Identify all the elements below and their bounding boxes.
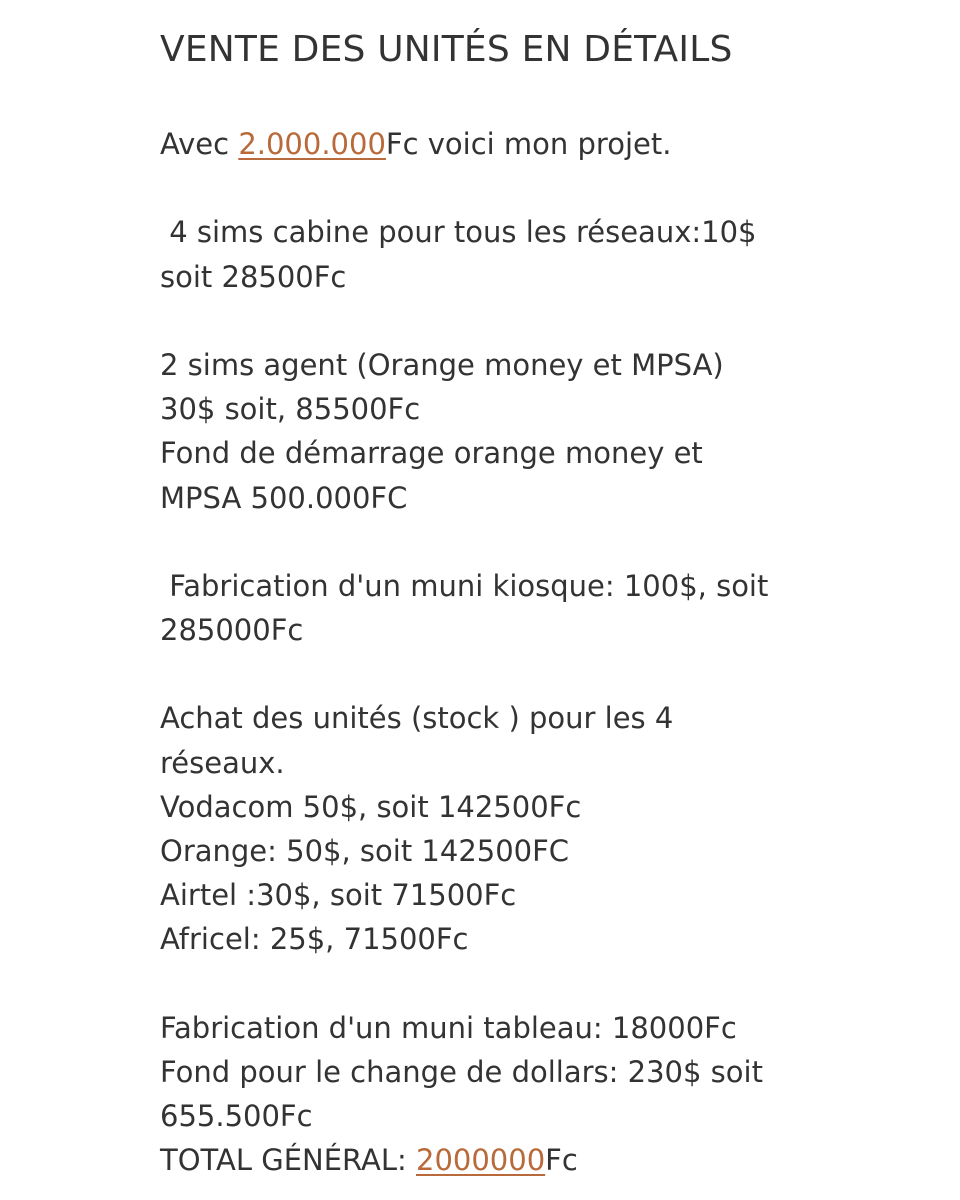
fond-demarrage-line-1: Fond de démarrage orange money et xyxy=(160,436,703,471)
sims-cabine-line-2: soit 28500Fc xyxy=(160,259,347,294)
intro-amount-link[interactable]: 2.000.000 xyxy=(238,127,386,161)
kiosque-line-1: Fabrication d'un muni kiosque: 100$, soit xyxy=(160,568,769,603)
intro-line xyxy=(160,122,840,166)
total-amount-link[interactable]: 2000000 xyxy=(416,1143,546,1178)
blank-line xyxy=(160,652,840,696)
airtel-line: Airtel :30$, soit 71500Fc xyxy=(160,878,517,913)
change-line-1: Fond pour le change de dollars: 230$ soit xyxy=(160,1054,763,1089)
sims-agent-line-1: 2 sims agent (Orange money et MPSA) xyxy=(160,347,724,382)
total-suffix: Fc xyxy=(545,1143,578,1178)
blank-line xyxy=(160,962,840,1006)
intro-suffix: Fc voici mon projet. xyxy=(385,127,672,161)
change-line-2: 655.500Fc xyxy=(160,1099,313,1134)
page-title: VENTE DES UNITÉS EN DÉTAILS xyxy=(160,29,733,70)
sims-agent-line-2: 30$ soit, 85500Fc xyxy=(160,392,421,427)
sims-cabine-line-1: 4 sims cabine pour tous les réseaux:10$ xyxy=(160,215,757,250)
blank-line xyxy=(160,520,840,564)
kiosque-line-2: 285000Fc xyxy=(160,613,304,648)
achat-line-2: réseaux. xyxy=(160,745,285,780)
blank-line xyxy=(160,299,840,343)
africel-line: Africel: 25$, 71500Fc xyxy=(160,922,469,957)
tableau-line: Fabrication d'un muni tableau: 18000Fc xyxy=(160,1010,737,1045)
intro-prefix: Avec xyxy=(160,127,239,161)
article-body xyxy=(160,122,840,1183)
total-line xyxy=(160,1138,840,1182)
total-prefix: TOTAL GÉNÉRAL: xyxy=(160,1143,416,1178)
vodacom-line: Vodacom 50$, soit 142500Fc xyxy=(160,789,582,824)
fond-demarrage-line-2: MPSA 500.000FC xyxy=(160,480,408,515)
achat-line-1: Achat des unités (stock ) pour les 4 xyxy=(160,701,674,736)
orange-line: Orange: 50$, soit 142500FC xyxy=(160,834,570,868)
blank-line xyxy=(160,166,840,210)
